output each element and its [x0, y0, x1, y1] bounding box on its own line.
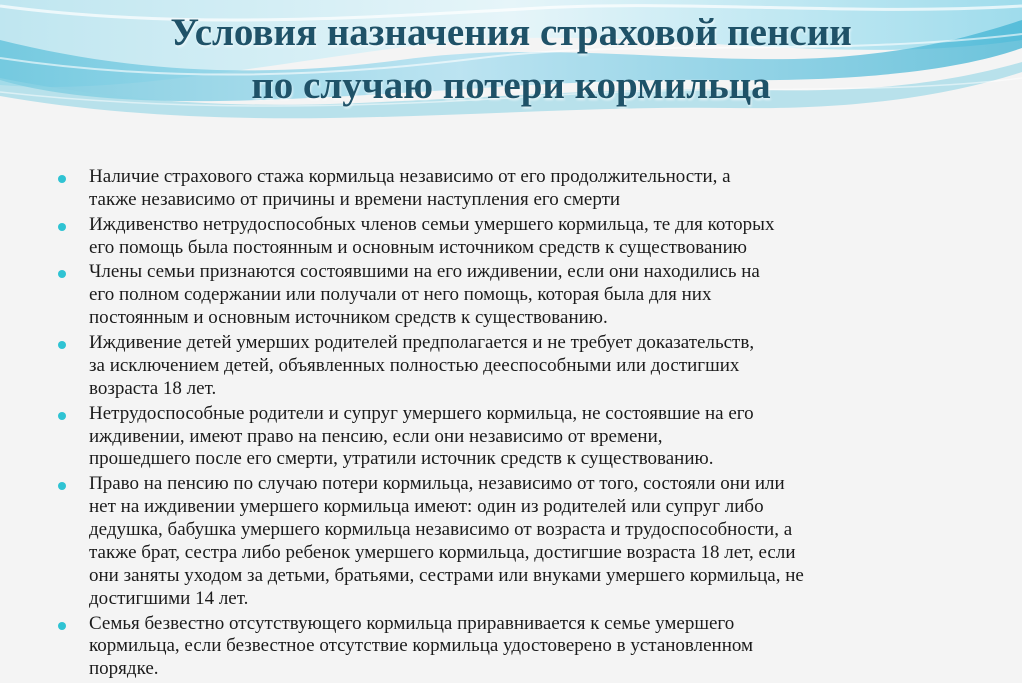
list-item-text: за исключением детей, объявленных полностью дееспособными или достигших — [89, 354, 740, 376]
list-item-text: иждивении, имеют право на пенсию, если они независимо от времени, — [89, 425, 663, 447]
list-item-text: дедушка, бабушка умершего кормильца независимо от возраста и трудоспособности, а — [89, 519, 793, 541]
bullet-dot-icon — [58, 270, 66, 278]
bullet-dot-icon — [58, 412, 66, 420]
list-item — [58, 332, 962, 401]
list-item-text: его полном содержании или получали от него помощь, которая была для них — [89, 284, 712, 306]
bullet-dot-icon — [58, 223, 66, 231]
list-item-text: Нетрудоспособные родители и супруг умершего кормильца, не состоявшие на его — [89, 402, 754, 424]
list-item-text: также брат, сестра либо ребенок умершего кормильца, достигшие возраста 18 лет, если — [89, 541, 796, 563]
list-item-text: также независимо от причины и времени наступления его смерти — [89, 188, 621, 210]
list-item-text: Иждивенство нетрудоспособных членов семьи умершего кормильца, те для которых — [89, 213, 775, 235]
list-item-text: достигшими 14 лет. — [89, 587, 249, 609]
list-item-text: Право на пенсию по случаю потери кормильца, независимо от того, состояли они или — [89, 473, 785, 495]
list-item-text: возраста 18 лет. — [89, 377, 217, 399]
slide-title — [0, 6, 1022, 112]
list-item-text: Наличие страхового стажа кормильца независимо от его продолжительности, а — [89, 166, 731, 187]
slide-title-line: по случаю потери кормильца — [251, 64, 771, 107]
bullet-dot-icon — [58, 341, 66, 349]
list-item-text: Иждивение детей умерших родителей предполагается и не требует доказательств, — [89, 332, 755, 354]
list-item-text: нет на иждивении умершего кормильца имеют: один из родителей или супруг либо — [89, 496, 764, 518]
list-item-text: прошедшего после его смерти, утратили источник средств к существованию. — [89, 448, 714, 470]
bullet-dot-icon — [58, 622, 66, 630]
list-item — [58, 166, 962, 212]
list-item-text: кормильца, если безвестное отсутствие кормильца удостоверено в установленном — [89, 635, 754, 657]
bullet-dot-icon — [58, 482, 66, 490]
list-item-text: они заняты уходом за детьми, братьями, сестрами или внуками умершего кормильца, не — [89, 564, 804, 586]
list-item — [58, 403, 962, 472]
bullet-dot-icon — [58, 175, 66, 183]
list-item — [58, 613, 962, 682]
list-item — [58, 473, 962, 610]
list-item-text: Семья безвестно отсутствующего кормильца приравнивается к семье умершего — [89, 612, 735, 634]
list-item — [58, 214, 962, 260]
list-item — [58, 261, 962, 330]
list-item-text: порядке. — [89, 658, 159, 680]
bullet-list — [58, 166, 962, 683]
list-item-text: его помощь была постоянным и основным источником средств к существованию — [89, 236, 747, 258]
list-item-text: постоянным и основным источником средств к существованию. — [89, 307, 608, 329]
slide-title-line: Условия назначения страховой пенсии — [170, 11, 852, 54]
list-item-text: Члены семьи признаются состоявшими на его иждивении, если они находились на — [89, 261, 760, 283]
